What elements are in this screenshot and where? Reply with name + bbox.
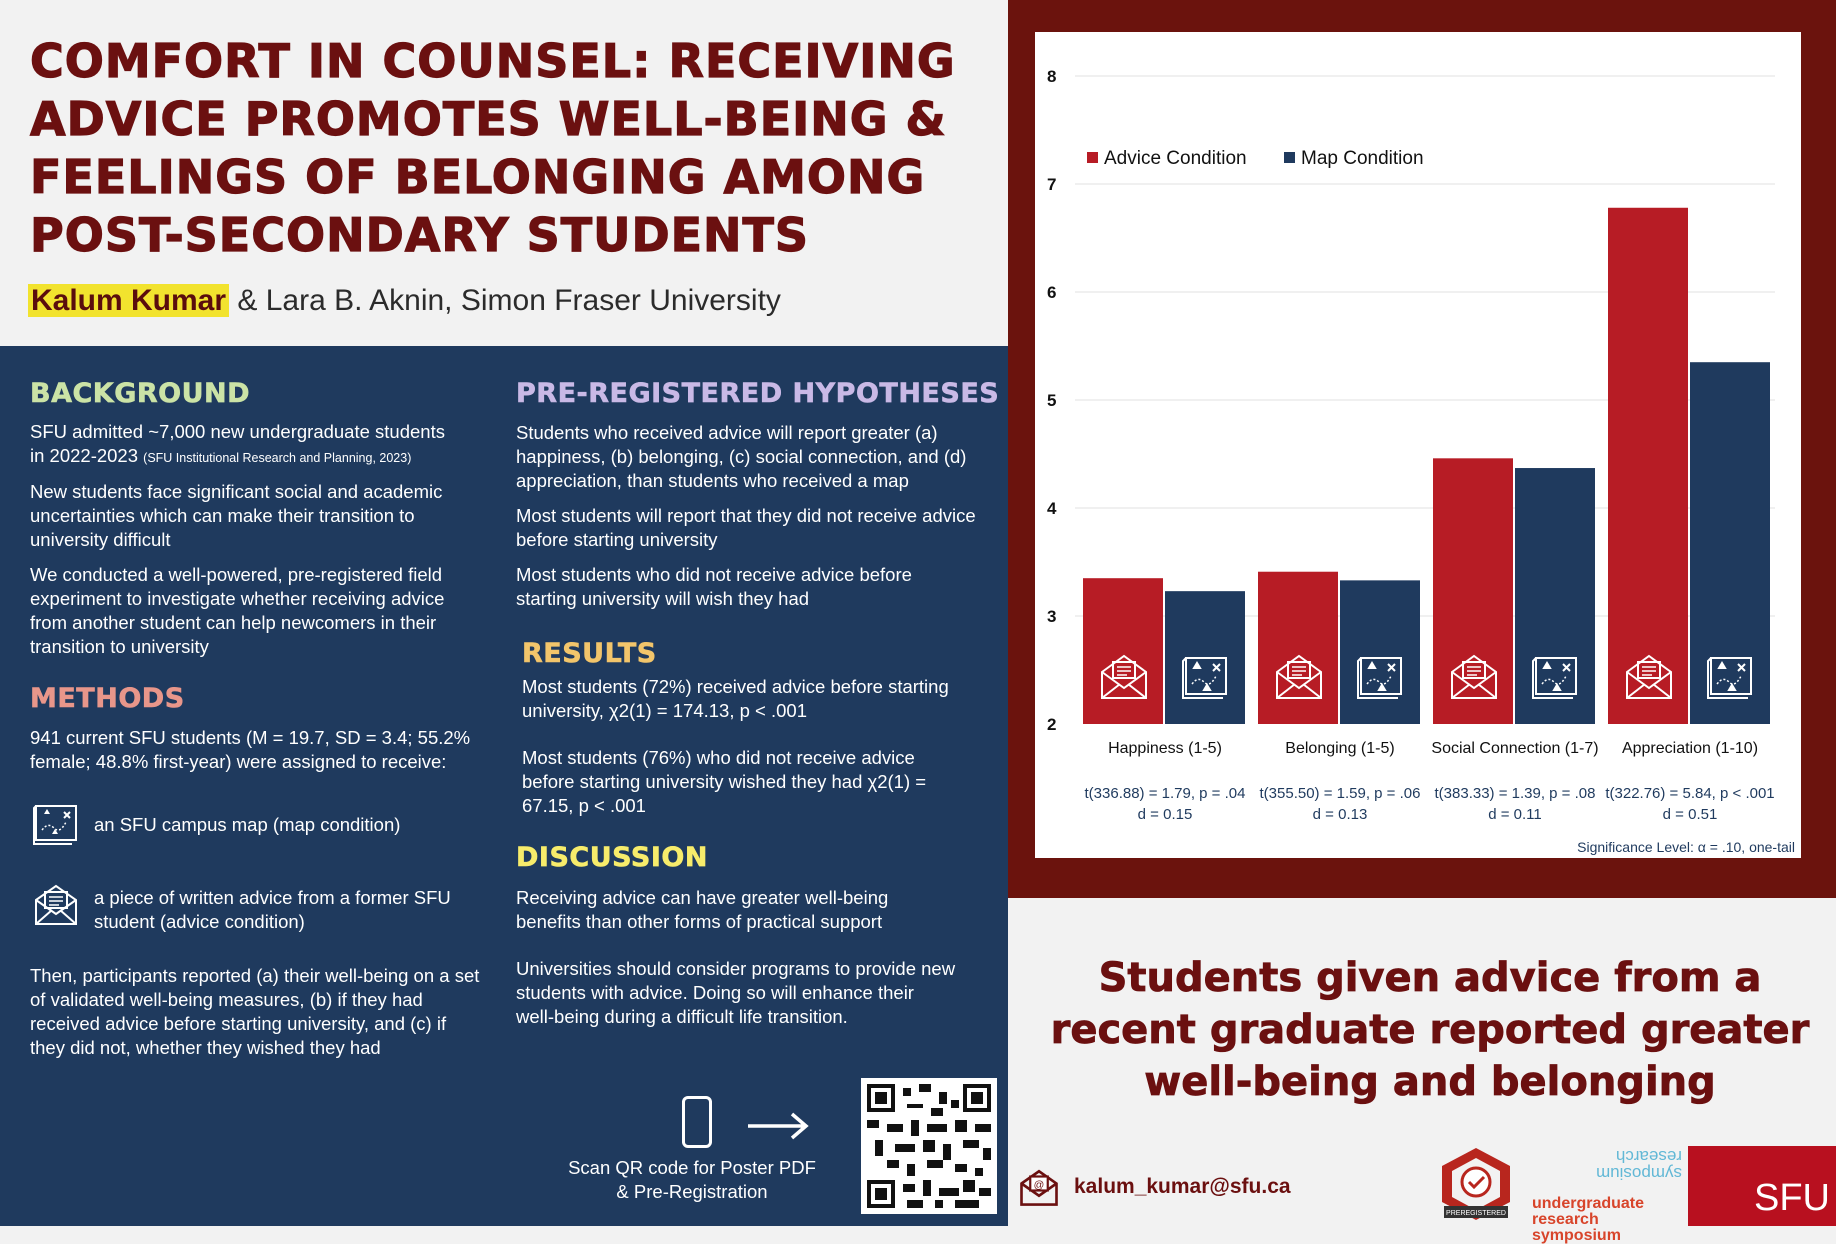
x-category-label: Belonging (1-5) (1285, 740, 1395, 757)
email-link[interactable]: kalum_kumar@sfu.ca (1074, 1175, 1291, 1198)
bar-advice (1608, 208, 1688, 724)
urs-line1: undergraduate (1532, 1195, 1645, 1212)
discussion-2: Universities should consider programs to provide new students with advice. Doing so will enhance their well-being during a difficult life transition. (516, 958, 956, 1027)
results-heading: RESULTS (522, 638, 657, 669)
stat-t: t(322.76) = 5.84, p < .001 (1605, 785, 1775, 802)
urs-line3: symposium (1532, 1227, 1621, 1244)
y-tick-label: 7 (1047, 175, 1057, 194)
chart-significance-note: Significance Level: α = .10, one-tail (1577, 839, 1795, 855)
bar-advice (1258, 572, 1338, 724)
qr-caption-line1: Scan QR code for Poster PDF (568, 1157, 816, 1178)
qr-code[interactable] (861, 1078, 997, 1214)
poster-title: COMFORT IN COUNSEL: RECEIVING ADVICE PROMOTES WELL-BEING & FEELINGS OF BELONGING AMONG POST-SECONDARY STUDENTS (30, 34, 956, 262)
arrow-right-icon (746, 1108, 810, 1144)
background-heading: BACKGROUND (30, 378, 251, 409)
hypothesis-1: Students who received advice will report greater (a) happiness, (b) belonging, (c) social connection, and (d) appreciation, than students who received a map (516, 422, 967, 491)
stat-d: d = 0.15 (1137, 806, 1193, 823)
x-category-label: Appreciation (1-10) (1621, 740, 1759, 757)
chart-y-ticks (1047, 67, 1057, 734)
stat-d: d = 0.51 (1662, 806, 1718, 823)
chart-x-labels (1108, 740, 1758, 757)
stat-d: d = 0.11 (1488, 806, 1542, 823)
y-tick-label: 8 (1047, 67, 1057, 86)
methods-heading: METHODS (30, 683, 185, 714)
preregistered-badge (1436, 1146, 1516, 1222)
bar-map (1515, 468, 1595, 724)
prereg-label: PREREGISTERED (1446, 1210, 1506, 1217)
background-p2: New students face significant social and academic uncertainties which can make their transition to university difficult (30, 481, 443, 550)
hypothesis-3: Most students who did not receive advice before starting university will wish they had (516, 564, 912, 609)
stat-t: t(383.33) = 1.39, p = .08 (1434, 785, 1596, 802)
contact-row (1018, 1162, 1291, 1212)
legend-label: Advice Condition (1104, 148, 1247, 169)
urs-line2: research (1532, 1211, 1599, 1228)
methods-advice-item: a piece of written advice from a former SFU student (advice condition) (94, 887, 451, 932)
x-category-label: Happiness (1-5) (1108, 740, 1222, 757)
methods-p1: 941 current SFU students (M = 19.7, SD = 3.4; 55.2% female; 48.8% first-year) were assigned to receive: (30, 727, 471, 772)
y-tick-label: 4 (1047, 499, 1057, 518)
legend-swatch (1087, 152, 1098, 163)
y-tick-label: 3 (1047, 607, 1057, 626)
methods-p2: Then, participants reported (a) their well-being on a set of validated well-being measures, (b) if they had received advice before starting university, and (c) if they did not, whether they wished they had (30, 965, 480, 1058)
y-tick-label: 5 (1047, 391, 1057, 410)
urs-logo (1532, 1148, 1682, 1244)
y-tick-label: 2 (1047, 715, 1057, 734)
result-2: Most students (76%) who did not receive advice before starting university wished they had χ2(1) = 67.15, p < .001 (522, 747, 927, 816)
hypothesis-2: Most students will report that they did not receive advice before starting university (516, 505, 976, 550)
stat-t: t(355.50) = 1.59, p = .06 (1259, 785, 1421, 802)
legend-label: Map Condition (1301, 148, 1424, 169)
chart-panel (1035, 32, 1801, 858)
hypotheses-heading: PRE-REGISTERED HYPOTHESES (516, 378, 1000, 409)
email-icon (1018, 1166, 1060, 1208)
background-p1-text: SFU admitted ~7,000 new undergraduate students in 2022-2023 (30, 421, 445, 466)
authors (28, 284, 781, 318)
other-authors: & Lara B. Aknin, Simon Fraser University (229, 284, 781, 317)
stat-d: d = 0.13 (1312, 806, 1368, 823)
map-icon (32, 800, 80, 848)
phone-icon (682, 1096, 712, 1148)
title-block (0, 0, 1008, 346)
bar-map (1340, 580, 1420, 724)
chart-legend (1087, 148, 1424, 169)
qr-code-pattern (867, 1084, 991, 1208)
urs-logo-mirrored: symposium research (1596, 1147, 1682, 1183)
legend-swatch (1284, 152, 1295, 163)
background-citation: (SFU Institutional Research and Planning, 2023) (143, 451, 412, 465)
x-category-label: Social Connection (1-7) (1431, 740, 1599, 757)
methods-map-item: an SFU campus map (map condition) (94, 814, 401, 835)
sfu-logo-text: SFU (1754, 1177, 1830, 1219)
bar-advice (1083, 578, 1163, 724)
y-tick-label: 6 (1047, 283, 1057, 302)
qr-caption (552, 1156, 832, 1204)
bar-advice (1433, 458, 1513, 724)
envelope-advice-icon (32, 880, 80, 928)
bar-chart (1035, 32, 1801, 858)
first-author: Kalum Kumar (28, 284, 229, 317)
background-p3: We conducted a well-powered, pre-registered field experiment to investigate whether receiving advice from another student can help newcomers in their transition to university (30, 564, 445, 657)
chart-stats (1085, 785, 1775, 823)
background-p1 (30, 420, 460, 470)
discussion-1: Receiving advice can have greater well-being benefits than other forms of practical support (516, 887, 889, 932)
svg-text:@: @ (1033, 1178, 1045, 1191)
stat-t: t(336.88) = 1.79, p = .04 (1084, 785, 1246, 802)
bar-map (1690, 362, 1770, 724)
result-1: Most students (72%) received advice before starting university, χ2(1) = 174.13, p < .001 (522, 676, 949, 721)
sfu-logo (1688, 1146, 1836, 1226)
chart-bars (1083, 208, 1770, 724)
discussion-heading: DISCUSSION (516, 842, 708, 873)
qr-caption-line2: & Pre-Registration (616, 1181, 768, 1202)
takeaway-message: Students given advice from a recent graduate reported greater well-being and belonging (1050, 955, 1810, 1105)
